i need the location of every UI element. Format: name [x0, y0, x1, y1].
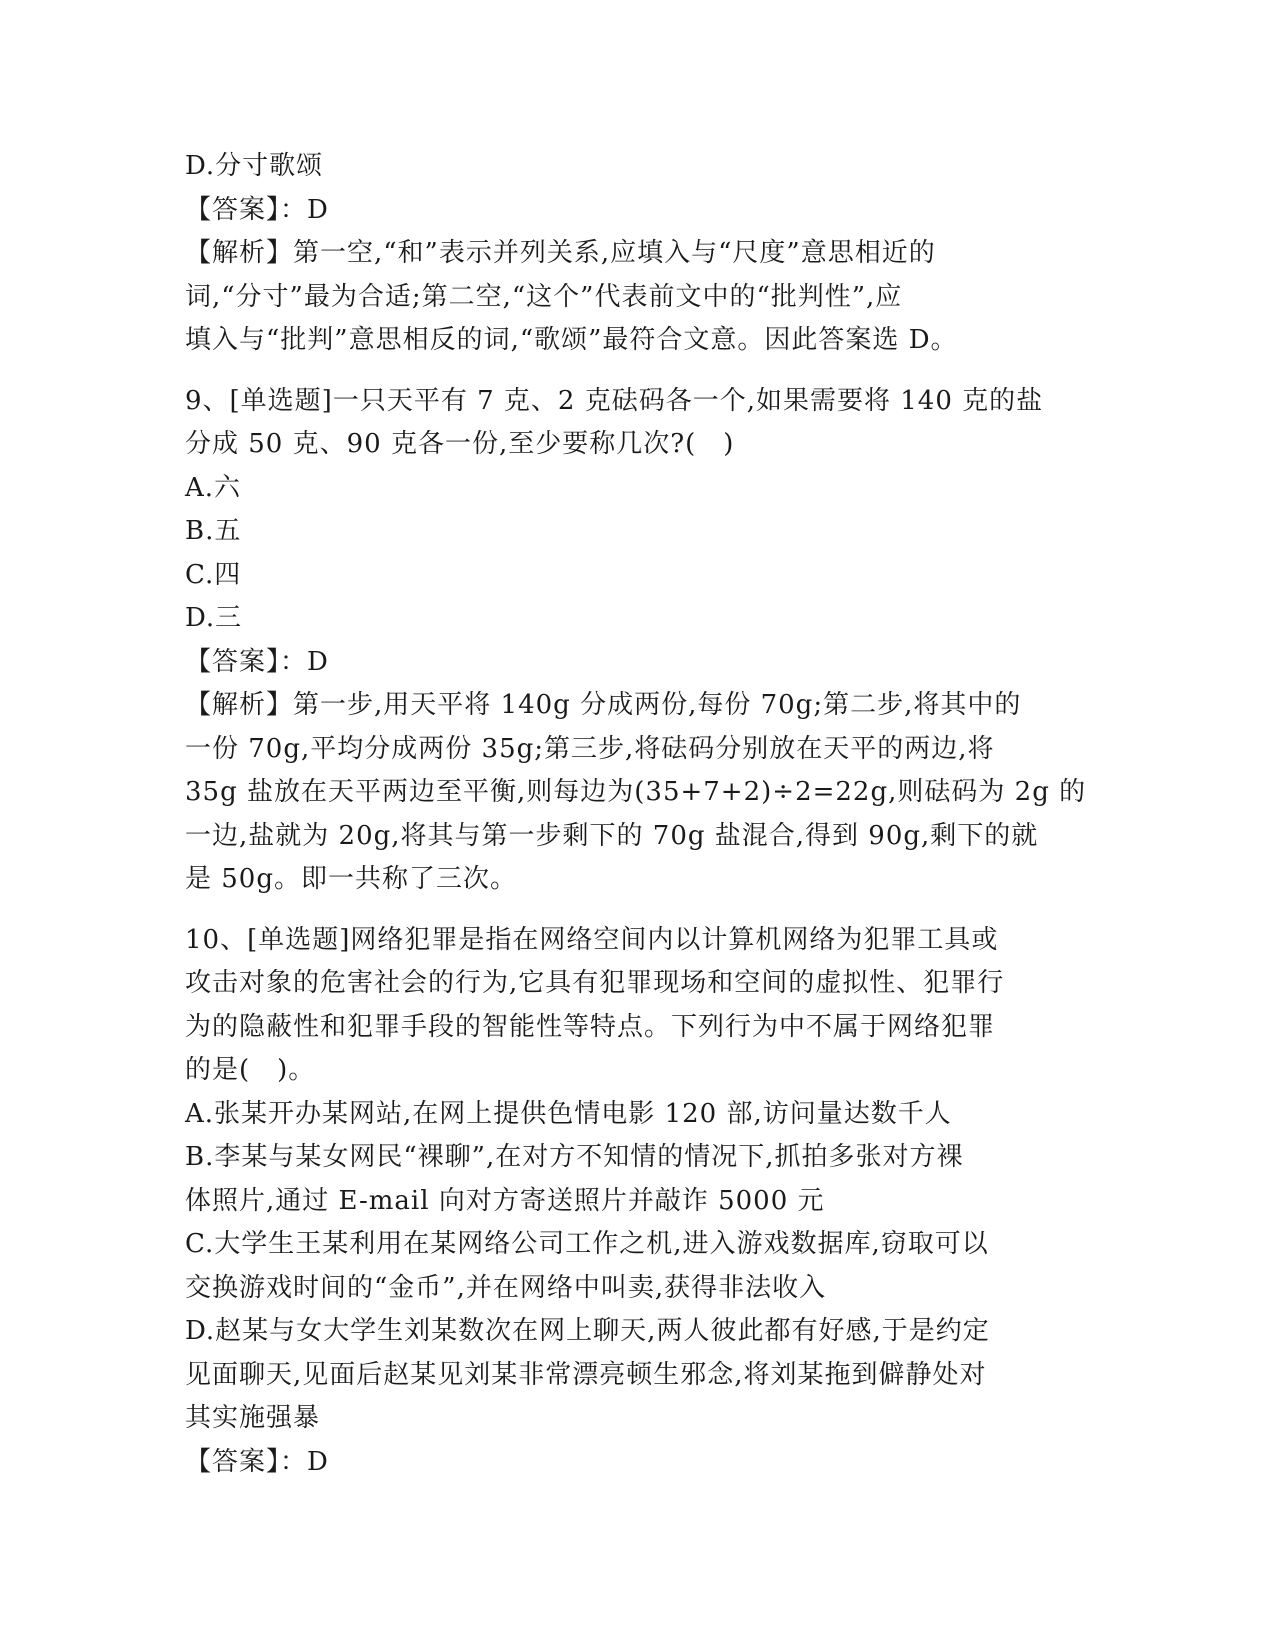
q10-option-c: C.大学生王某利用在某网络公司工作之机,进入游戏数据库,窃取可以 — [185, 1229, 989, 1259]
q9-option-c: C.四 — [185, 559, 242, 590]
q9-stem-line: 9、[单选题]一只天平有 7 克、2 克砝码各一个,如果需要将 140 克的盐 — [185, 385, 1044, 416]
q9-answer: 【答案】：D — [185, 646, 329, 677]
q9-option-b: B.五 — [185, 516, 242, 546]
q10-option-d: D.赵某与女大学生刘某数次在网上聊天,两人彼此都有好感,于是约定 — [185, 1316, 990, 1346]
question-gap — [185, 902, 1085, 919]
q10-option-b-cont: 体照片,通过 E-mail 向对方寄送照片并敲诈 5000 元 — [185, 1185, 825, 1216]
q8-analysis-line: 【解析】第一空,“和”表示并列关系,应填入与“尺度”意思相近的 — [185, 238, 936, 268]
q10-option-c-cont: 交换游戏时间的“金币”,并在网络中叫卖,获得非法收入 — [185, 1272, 827, 1303]
q10-stem-line: 的是( )。 — [185, 1055, 316, 1085]
q9-analysis-line: 一边,盐就为 20g,将其与第一步剩下的 70g 盐混合,得到 90g,剩下的就 — [185, 820, 1039, 851]
q10-option-a: A.张某开办某网站,在网上提供色情电影 120 部,访问量达数千人 — [185, 1098, 952, 1129]
q9-analysis-line: 一份 70g,平均分成两份 35g;第三步,将砝码分别放在天平的两边,将 — [185, 733, 995, 764]
q9-analysis-line: 35g 盐放在天平两边至平衡,则每边为(35+7+2)÷2=22g,则砝码为 2g 的 — [185, 777, 1087, 807]
q10-stem-line: 攻击对象的危害社会的行为,它具有犯罪现场和空间的虚拟性、犯罪行 — [185, 968, 1005, 998]
q10-option-d-cont: 见面聊天,见面后赵某见刘某非常漂亮顿生邪念,将刘某拖到僻静处对 — [185, 1359, 987, 1390]
q9-option-d: D.三 — [185, 603, 243, 633]
q9-analysis-line: 【解析】第一步,用天平将 140g 分成两份,每份 70g;第二步,将其中的 — [185, 690, 1022, 720]
question-gap — [185, 363, 1085, 380]
q9-stem-line: 分成 50 克、90 克各一份,至少要称几次?( ) — [185, 429, 735, 459]
q8-option-d: D.分寸歌颂 — [185, 151, 324, 181]
q10-option-d-cont: 其实施强暴 — [185, 1403, 321, 1433]
q9-option-a: A.六 — [185, 472, 242, 503]
q8-answer: 【答案】：D — [185, 194, 329, 225]
q10-stem-line: 10、[单选题]网络犯罪是指在网络空间内以计算机网络为犯罪工具或 — [185, 924, 999, 955]
q10-answer: 【答案】：D — [185, 1446, 329, 1477]
q10-stem-line: 为的隐蔽性和犯罪手段的智能性等特点。下列行为中不属于网络犯罪 — [185, 1011, 996, 1042]
q10-option-b: B.李某与某女网民“裸聊”,在对方不知情的情况下,抓拍多张对方裸 — [185, 1142, 964, 1172]
q8-analysis-line: 填入与“批判”意思相反的词,“歌颂”最符合文意。因此答案选 D。 — [185, 325, 958, 355]
q9-analysis-line: 是 50g。即一共称了三次。 — [185, 864, 517, 894]
q8-analysis-line: 词,“分寸”最为合适;第二空,“这个”代表前文中的“批判性”,应 — [185, 281, 903, 312]
document-page — [185, 145, 1085, 1484]
